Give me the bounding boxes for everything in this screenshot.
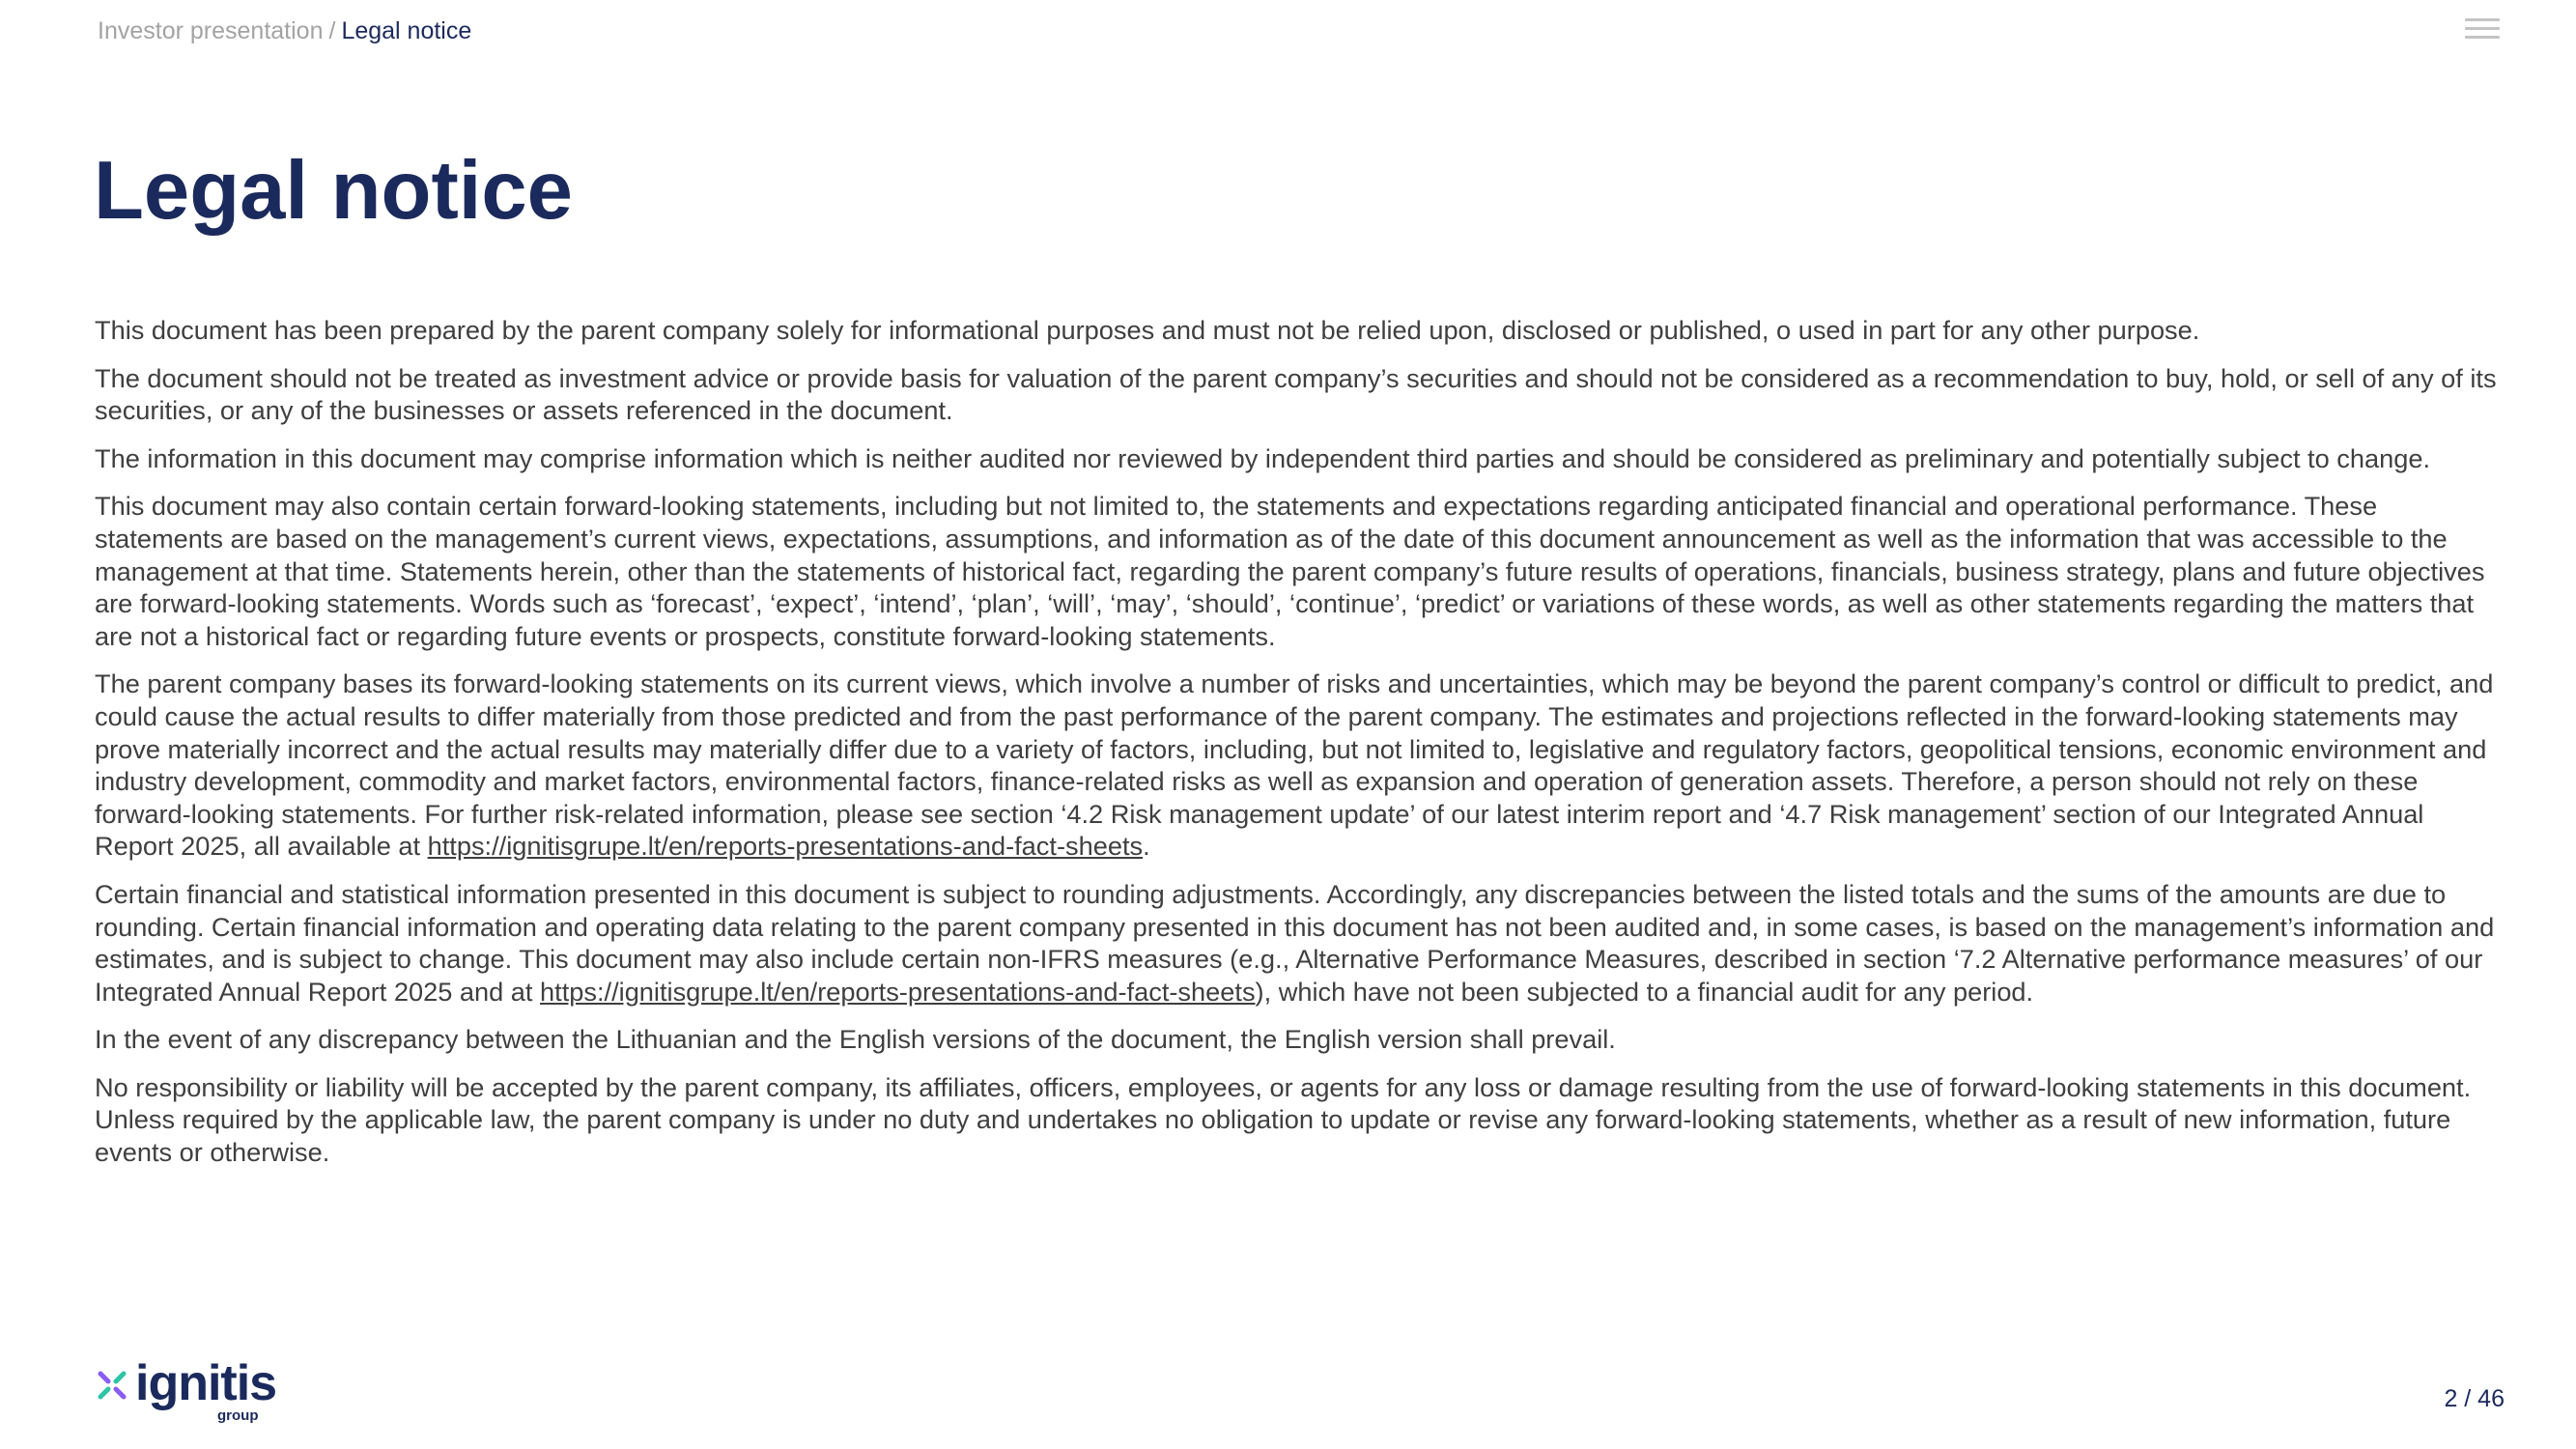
paragraph-liability: No responsibility or liability will be accepted by the parent company, its affiliates, officers, employees, or agents for any loss or damage resulting from the use of forward-looking statements in this document. Unless required by the applicable law, the parent company is under no duty and undertakes no obligation to update or revise any forward-looking statements, whether as a result of new information, future events or otherwise. (95, 1071, 2472, 1168)
breadcrumb (98, 15, 471, 46)
paragraph-rounding-end: ), which have not been subjected to a financial audit for any period. (1255, 976, 2034, 1007)
paragraph-investment-advice: The document should not be treated as investment advice or provide basis for valuation of the parent company’s securities and should not be considered as a recommendation to buy, hold, or sell of any of its securities, or any of the businesses or assets referenced in the document. (95, 362, 2497, 426)
logo-subtitle: group (217, 1407, 259, 1424)
paragraph-risks-end: . (1143, 831, 1150, 862)
hamburger-menu-icon[interactable] (2465, 18, 2500, 45)
ignitis-logo (97, 1355, 277, 1426)
paragraph-purpose: This document has been prepared by the parent company solely for informational purposes and must not be relied upon, disclosed or published, o used in part for any other purpose. (95, 315, 2200, 345)
paragraph-audit: The information in this document may comprise information which is neither audited nor reviewed by independent third parties and should be considered as preliminary and potentially subject to change. (95, 442, 2431, 473)
menu-line (2465, 27, 2500, 30)
paragraph-rounding (95, 878, 2509, 1008)
paragraph-language: In the event of any discrepancy between the Lithuanian and the English versions of the document, the English version shall prevail. (95, 1024, 1616, 1055)
breadcrumb-current: Legal notice (341, 17, 472, 44)
menu-line (2465, 18, 2500, 21)
paragraph-risks-text: The parent company bases its forward-looking statements on its current views, which involve a number of risks and uncertainties, which may be beyond the parent company’s control or difficult to predict, and could cause the actual results to differ materially from those predicted and from the past performance of the parent company. The estimates and projections reflected in the forward-looking statements may prove materially incorrect and the actual results may materially differ due to a variety of factors, including, but not limited to, legislative and regulatory factors, geopolitical tensions, economic environment and industry development, commodity and market factors, environmental factors, finance-related risks as well as expansion and operation of generation assets. Therefore, a person should not rely on these forward-looking statements. For further risk-related information, please see section ‘4.2 Risk management update’ of our latest interim report and ‘4.7 Risk management’ section of our Integrated Annual Report 2025, all available at (95, 668, 2494, 862)
paragraph-risks (95, 668, 2509, 863)
page-title: Legal notice (94, 145, 573, 237)
ignitis-logo-mark-icon (97, 1370, 127, 1401)
reports-link[interactable]: https://ignitisgrupe.lt/en/reports-presentations-and-fact-sheets (427, 831, 1144, 862)
reports-link[interactable]: https://ignitisgrupe.lt/en/reports-presentations-and-fact-sheets (540, 976, 1256, 1007)
paragraph-rounding-text: Certain financial and statistical information presented in this document is subject to rounding adjustments. Accordingly, any discrepancies between the listed totals and the sums of the amounts are due to rounding. Certain financial information and operating data relating to the parent company presented in this document has not been audited and, in some cases, is based on the management’s information and estimates, and is subject to change. This document may also include certain non-IFRS measures (e.g., Alternative Performance Measures, described in section ‘7.2 Alternative performance measures’ of our Integrated Annual Report 2025 and at (95, 878, 2495, 1007)
menu-line (2465, 36, 2500, 39)
logo-wordmark: ignitis (135, 1355, 277, 1411)
breadcrumb-parent-link[interactable]: Investor presentation (98, 17, 324, 44)
page-number: 2 / 46 (2444, 1385, 2505, 1412)
paragraph-forward-looking: This document may also contain certain forward-looking statements, including but not limited to, the statements and expectations regarding anticipated financial and operational performance. These statements are based on the management’s current views, expectations, assumptions, and information as of the date of this document announcement as well as the information that was accessible to the management at that time. Statements herein, other than the statements of historical fact, regarding the parent company’s future results of operations, financials, business strategy, plans and future objectives are forward-looking statements. Words such as ‘forecast’, ‘expect’, ‘intend’, ‘plan’, ‘will’, ‘may’, ‘should’, ‘continue’, ‘predict’ or variations of these words, as well as other statements regarding the matters that are not a historical fact or regarding future events or prospects, constitute forward-looking statements. (95, 491, 2485, 651)
legal-notice-body (95, 314, 2509, 1184)
breadcrumb-separator: / (328, 17, 336, 44)
